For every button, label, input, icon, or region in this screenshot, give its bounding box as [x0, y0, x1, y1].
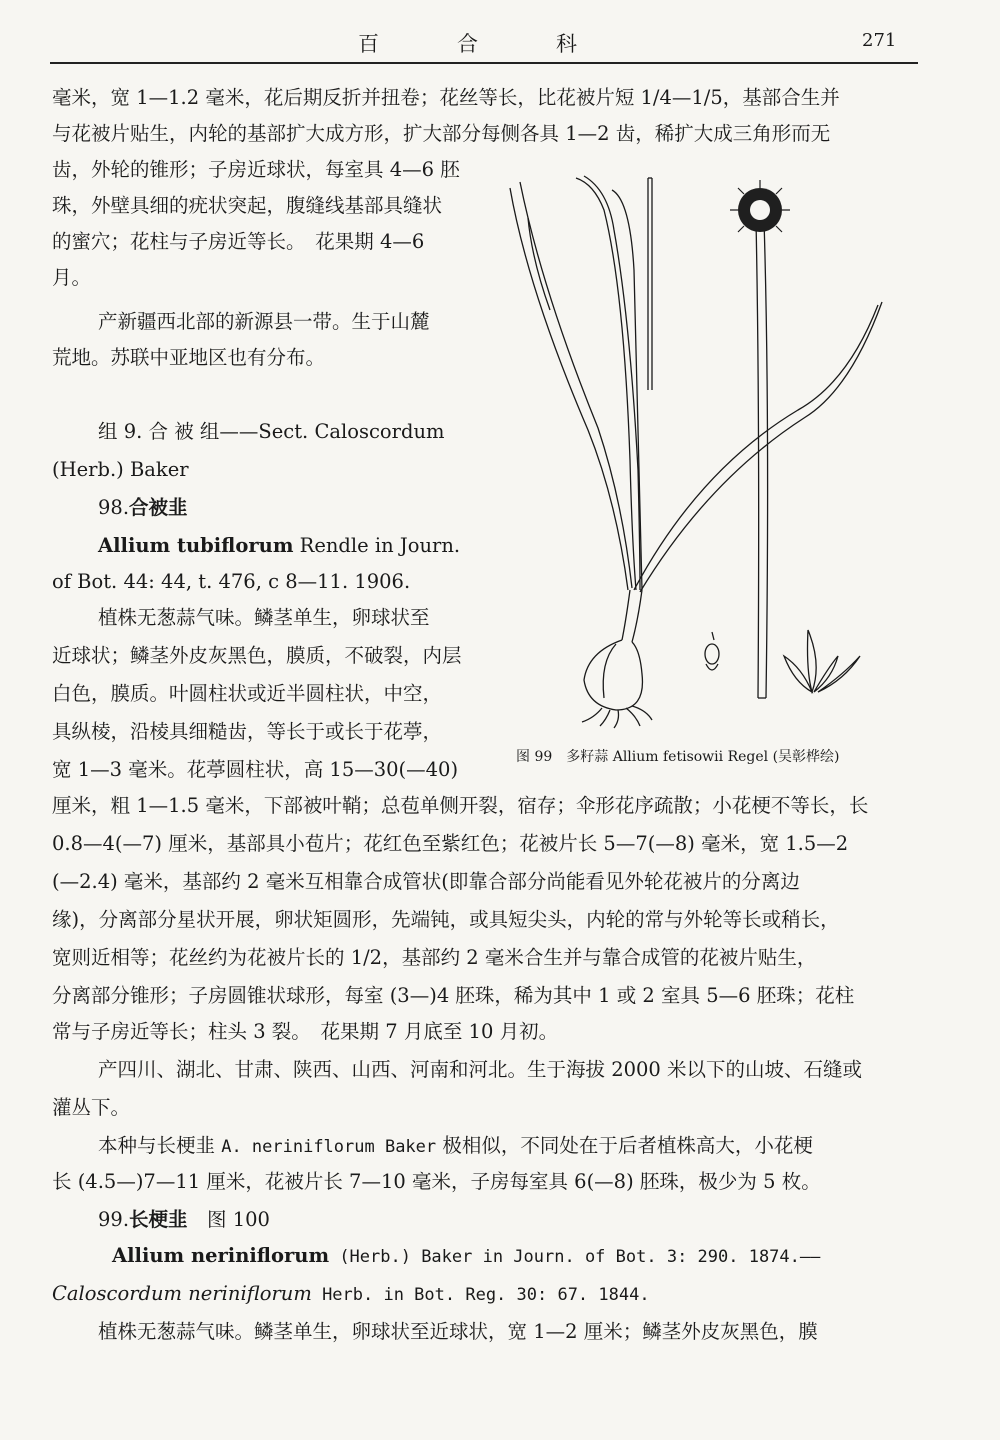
- species-name: 合被韭: [129, 496, 188, 519]
- text-fragment: 本种与长梗韭: [98, 1134, 222, 1157]
- text-line: 近球状；鳞茎外皮灰黑色，膜质，不破裂，内层: [52, 644, 462, 667]
- text-line: 厘米，粗 1—1.5 毫米，下部被叶鞘；总苞单侧开裂，宿存；伞形花序疏散；小花梗不等长，长: [52, 794, 869, 817]
- text-line: (—2.4) 毫米，基部约 2 毫米互相靠合成管状(即靠合部分尚能看见外轮花被片的分离边: [52, 870, 800, 893]
- citation-text: Rendle in Journ.: [293, 534, 461, 557]
- species-number: 98.: [98, 496, 130, 519]
- text-line: 产新疆西北部的新源县一带。生于山麓: [98, 310, 430, 333]
- plant-drawing: [498, 170, 916, 730]
- text-line: 毫米，宽 1—1.2 毫米，花后期反折并扭卷；花丝等长，比花被片短 1/4—1/5，基部合生并: [52, 86, 840, 109]
- text-line: 珠，外壁具细的疣状突起，腹缝线基部具缝状: [52, 194, 443, 217]
- text-line: 宽 1—3 毫米。花葶圆柱状，高 15—30(—40): [52, 758, 459, 781]
- text-line: 白色，膜质。叶圆柱状或近半圆柱状，中空，: [52, 682, 443, 705]
- species-citation: [112, 1242, 820, 1271]
- text-line: 灌丛下。: [52, 1096, 131, 1119]
- botanical-illustration: [498, 170, 916, 730]
- citation-text: Herb. in Bot. Reg. 30: 67. 1844.: [311, 1285, 650, 1305]
- text-fragment: 极相似，不同处在于后者植株高大，小花梗: [436, 1134, 813, 1157]
- text-line: 具纵棱，沿棱具细糙齿，等长于或长于花葶，: [52, 720, 443, 743]
- scientific-name: Allium tubiflorum: [98, 534, 294, 557]
- species-heading: [98, 494, 188, 522]
- text-line: 荒地。苏联中亚地区也有分布。: [52, 346, 326, 369]
- species-heading: [98, 1206, 270, 1234]
- citation-text: of Bot. 44: 44, t. 476, c 8—11. 1906.: [52, 570, 411, 593]
- text-line: 的蜜穴；花柱与子房近等长。 花果期 4—6: [52, 230, 425, 253]
- species-number: 99.: [98, 1208, 130, 1231]
- running-header-title: 百合科: [358, 32, 655, 56]
- text-line: 月。: [52, 266, 92, 289]
- text-line: 齿，外轮的锥形；子房近球状，每室具 4—6 胚: [52, 158, 460, 181]
- synonym-citation: [52, 1280, 650, 1309]
- synonym-name: Caloscordum neriniflorum: [52, 1282, 312, 1305]
- text-line: 产四川、湖北、甘肃、陕西、山西、河南和河北。生于海拔 2000 米以下的山坡、石缝或: [98, 1058, 863, 1081]
- text-line: 宽则近相等；花丝约为花被片长的 1/2，基部约 2 毫米合生并与靠合成管的花被片贴生，: [52, 946, 817, 969]
- figure-reference: 图 100: [187, 1208, 270, 1231]
- text-line: 长 (4.5—)7—11 厘米，花被片长 7—10 毫米，子房每室具 6(—8) 胚珠，极少为 5 枚。: [52, 1170, 821, 1193]
- section-heading-authority: (Herb.) Baker: [52, 458, 189, 481]
- citation-text: (Herb.) Baker in Journ. of Bot. 3: 290. 1874.——: [329, 1247, 821, 1267]
- scientific-name: A. neriniflorum Baker: [221, 1137, 437, 1157]
- page-number: 271: [862, 30, 897, 51]
- text-line: 植株无葱蒜气味。鳞茎单生，卵球状至近球状，宽 1—2 厘米；鳞茎外皮灰黑色，膜: [98, 1320, 818, 1343]
- text-line: [98, 1132, 813, 1161]
- species-citation: [98, 532, 460, 560]
- section-heading: 组 9. 合 被 组——Sect. Caloscordum: [98, 420, 445, 443]
- text-line: 缘)，分离部分星状开展，卵状矩圆形，先端钝，或具短尖头，内轮的常与外轮等长或稍长，: [52, 908, 840, 931]
- figure-caption: 图 99 多籽蒜 Allium fetisowii Regel (吴彰桦绘): [516, 749, 840, 765]
- text-line: 0.8—4(—7) 厘米，基部具小苞片；花红色至紫红色；花被片长 5—7(—8) 毫米，宽 1.5—2: [52, 832, 849, 855]
- text-line: 植株无葱蒜气味。鳞茎单生，卵球状至: [98, 606, 430, 629]
- text-line: 与花被片贴生，内轮的基部扩大成方形，扩大部分每侧各具 1—2 齿，稀扩大成三角形而无: [52, 122, 831, 145]
- header-rule: [50, 62, 918, 64]
- scientific-name: Allium neriniflorum: [112, 1244, 330, 1267]
- species-name: 长梗韭: [129, 1208, 188, 1231]
- text-line: 分离部分锥形；子房圆锥状球形，每室 (3—)4 胚珠，稀为其中 1 或 2 室具 5—6 胚珠；花柱: [52, 984, 855, 1007]
- text-line: 常与子房近等长；柱头 3 裂。 花果期 7 月底至 10 月初。: [52, 1020, 559, 1043]
